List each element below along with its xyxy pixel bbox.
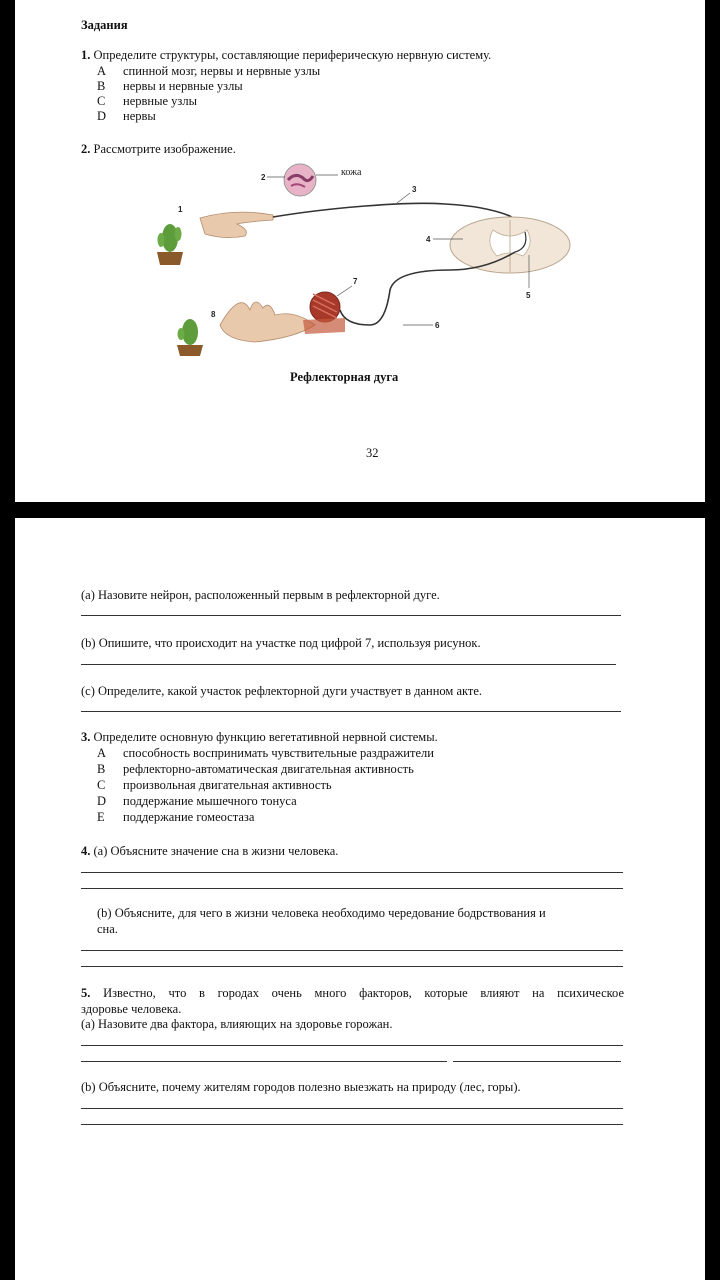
q2c-text: (c) Определите, какой участок рефлекторной дуги участвует в данном акте. (81, 684, 483, 698)
q5b-text: (b) Объясните, почему жителям городов полезно выезжать на природу (лес, горы). (81, 1080, 521, 1094)
label-6: 6 (435, 321, 440, 330)
label-3: 3 (412, 185, 417, 194)
reflex-arc-figure (145, 160, 585, 370)
answer-line[interactable] (81, 888, 623, 889)
page-2 (15, 518, 705, 1280)
q5-text-line2: здоровье человека. (81, 1002, 182, 1016)
answer-line[interactable] (81, 1124, 623, 1125)
q1-option-c: C нервные узлы (97, 94, 197, 108)
label-7: 7 (353, 277, 358, 286)
answer-line[interactable] (81, 615, 621, 616)
q3-number: 3. (81, 730, 91, 744)
spinal-cord-icon (450, 217, 570, 273)
q3-option-c: C произвольная двигательная активность (97, 778, 332, 792)
answer-line[interactable] (453, 1061, 621, 1062)
q5-number: 5. (81, 986, 91, 1000)
figure-caption: Рефлекторная дуга (290, 370, 399, 384)
skin-label: кожа (341, 167, 362, 178)
q1-text: Определите структуры, составляющие периферическую нервную систему. (93, 48, 492, 62)
q4b-text-line2: сна. (97, 922, 118, 936)
answer-line[interactable] (81, 1108, 623, 1109)
answer-line[interactable] (81, 1045, 623, 1046)
question-1 (81, 48, 491, 63)
q2-number: 2. (81, 142, 91, 156)
page-number: 32 (366, 446, 379, 460)
answer-line[interactable] (81, 664, 616, 665)
q3-text: Определите основную функцию вегетативной нервной системы. (93, 730, 438, 744)
q4-number: 4. (81, 844, 91, 858)
q5a-text: (a) Назовите два фактора, влияющих на здоровье горожан. (81, 1017, 393, 1031)
label-1: 1 (178, 205, 183, 214)
answer-line[interactable] (81, 711, 621, 712)
q4b-text-line1: (b) Объясните, для чего в жизни человека необходимо чередование бодрствования и (97, 906, 546, 920)
q3-option-e: E поддержание гомеостаза (97, 810, 255, 824)
label-4: 4 (426, 235, 431, 244)
label-8: 8 (211, 310, 216, 319)
q3-option-a: A способность воспринимать чувствительные раздражители (97, 746, 434, 760)
question-4a (81, 844, 338, 859)
page-1 (15, 0, 705, 502)
cactus-bottom-icon (177, 319, 203, 356)
label-2: 2 (261, 173, 266, 182)
question-2 (81, 142, 236, 157)
q2a-text: (a) Назовите нейрон, расположенный первым в рефлекторной дуге. (81, 588, 440, 602)
q2-text: Рассмотрите изображение. (93, 142, 236, 156)
q1-option-d: D нервы (97, 109, 156, 123)
q1-option-b: B нервы и нервные узлы (97, 79, 243, 93)
label-5: 5 (526, 291, 531, 300)
answer-line[interactable] (81, 966, 623, 967)
answer-line[interactable] (81, 950, 623, 951)
q1-option-a: A спинной мозг, нервы и нервные узлы (97, 64, 321, 78)
answer-line[interactable] (81, 872, 623, 873)
q3-option-b: B рефлекторно-автоматическая двигательная активность (97, 762, 414, 776)
q2b-text: (b) Опишите, что происходит на участке под цифрой 7, используя рисунок. (81, 636, 481, 650)
question-5-line1 (81, 986, 624, 1001)
hand-top-icon (200, 212, 273, 237)
section-header: Задания (81, 18, 128, 32)
q3-option-d: D поддержание мышечного тонуса (97, 794, 297, 808)
skin-circle-icon (284, 164, 316, 196)
q4a-text: (a) Объясните значение сна в жизни человека. (93, 844, 339, 858)
answer-line[interactable] (81, 1061, 447, 1062)
question-3 (81, 730, 438, 745)
cactus-top-icon (157, 224, 183, 265)
q1-number: 1. (81, 48, 91, 62)
muscle-circle-icon (310, 292, 340, 322)
q5-text-line1: Известно, что в городах очень много факторов, которые влияют на психическое (103, 986, 625, 1000)
